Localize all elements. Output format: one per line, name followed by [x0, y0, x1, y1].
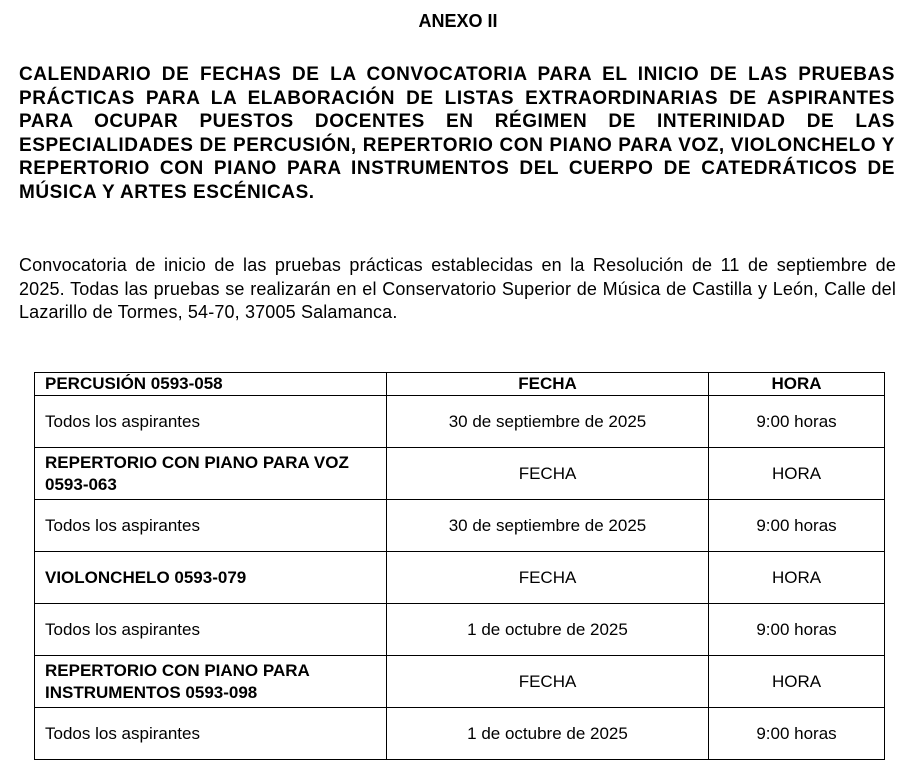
document-heading: CALENDARIO DE FECHAS DE LA CONVOCATORIA PARA EL INICIO DE LAS PRUEBAS PRÁCTICAS PARA LA ELABORACIÓN DE LISTAS EXTRAORDINARIAS DE ASPIRANTES PARA OCUPAR PUESTOS DOCENTES EN RÉGIMEN DE INTERINIDAD DE LAS ESPECIALIDADES DE PERCUSIÓN, REPERTORIO CON PIANO PARA VOZ, VIOLONCHELO Y REPERTORIO CON PIANO PARA INSTRUMENTOS DEL CUERPO DE CATEDRÁTICOS DE MÚSICA Y ARTES ESCÉNICAS.: [19, 64, 895, 203]
applicants-cell: Todos los aspirantes: [35, 708, 387, 760]
section-header-row: [35, 373, 885, 396]
date-cell: 30 de septiembre de 2025: [387, 500, 709, 552]
specialty-name: VIOLONCHELO 0593-079: [35, 552, 387, 604]
annex-title: ANEXO II: [418, 11, 498, 31]
fecha-header: FECHA: [387, 552, 709, 604]
applicants-cell: Todos los aspirantes: [35, 396, 387, 448]
date-cell: 1 de octubre de 2025: [387, 708, 709, 760]
schedule-row: [35, 604, 885, 656]
specialty-name: PERCUSIÓN 0593-058: [35, 373, 387, 396]
applicants-cell: Todos los aspirantes: [35, 500, 387, 552]
date-cell: 30 de septiembre de 2025: [387, 396, 709, 448]
fecha-header: FECHA: [387, 373, 709, 396]
time-cell: 9:00 horas: [709, 500, 885, 552]
hora-header: HORA: [709, 448, 885, 500]
intro-paragraph: Convocatoria de inicio de las pruebas prácticas establecidas en la Resolución de 11 de septiembre de 2025. Todas las pruebas se realizarán en el Conservatorio Superior de Música de Castilla y León, Calle del Lazarillo de Tormes, 54-70, 37005 Salamanca.: [19, 255, 896, 322]
applicants-cell: Todos los aspirantes: [35, 604, 387, 656]
fecha-header: FECHA: [387, 448, 709, 500]
schedule-row: [35, 708, 885, 760]
hora-header: HORA: [709, 656, 885, 708]
time-cell: 9:00 horas: [709, 604, 885, 656]
fecha-header: FECHA: [387, 656, 709, 708]
section-header-row: [35, 552, 885, 604]
specialty-name: REPERTORIO CON PIANO PARA VOZ 0593-063: [35, 448, 387, 500]
schedule-row: [35, 396, 885, 448]
section-header-row: [35, 656, 885, 708]
calendar-table: [34, 372, 885, 760]
schedule-row: [35, 500, 885, 552]
date-cell: 1 de octubre de 2025: [387, 604, 709, 656]
section-header-row: [35, 448, 885, 500]
time-cell: 9:00 horas: [709, 708, 885, 760]
time-cell: 9:00 horas: [709, 396, 885, 448]
hora-header: HORA: [709, 373, 885, 396]
specialty-name: REPERTORIO CON PIANO PARA INSTRUMENTOS 0593-098: [35, 656, 387, 708]
hora-header: HORA: [709, 552, 885, 604]
